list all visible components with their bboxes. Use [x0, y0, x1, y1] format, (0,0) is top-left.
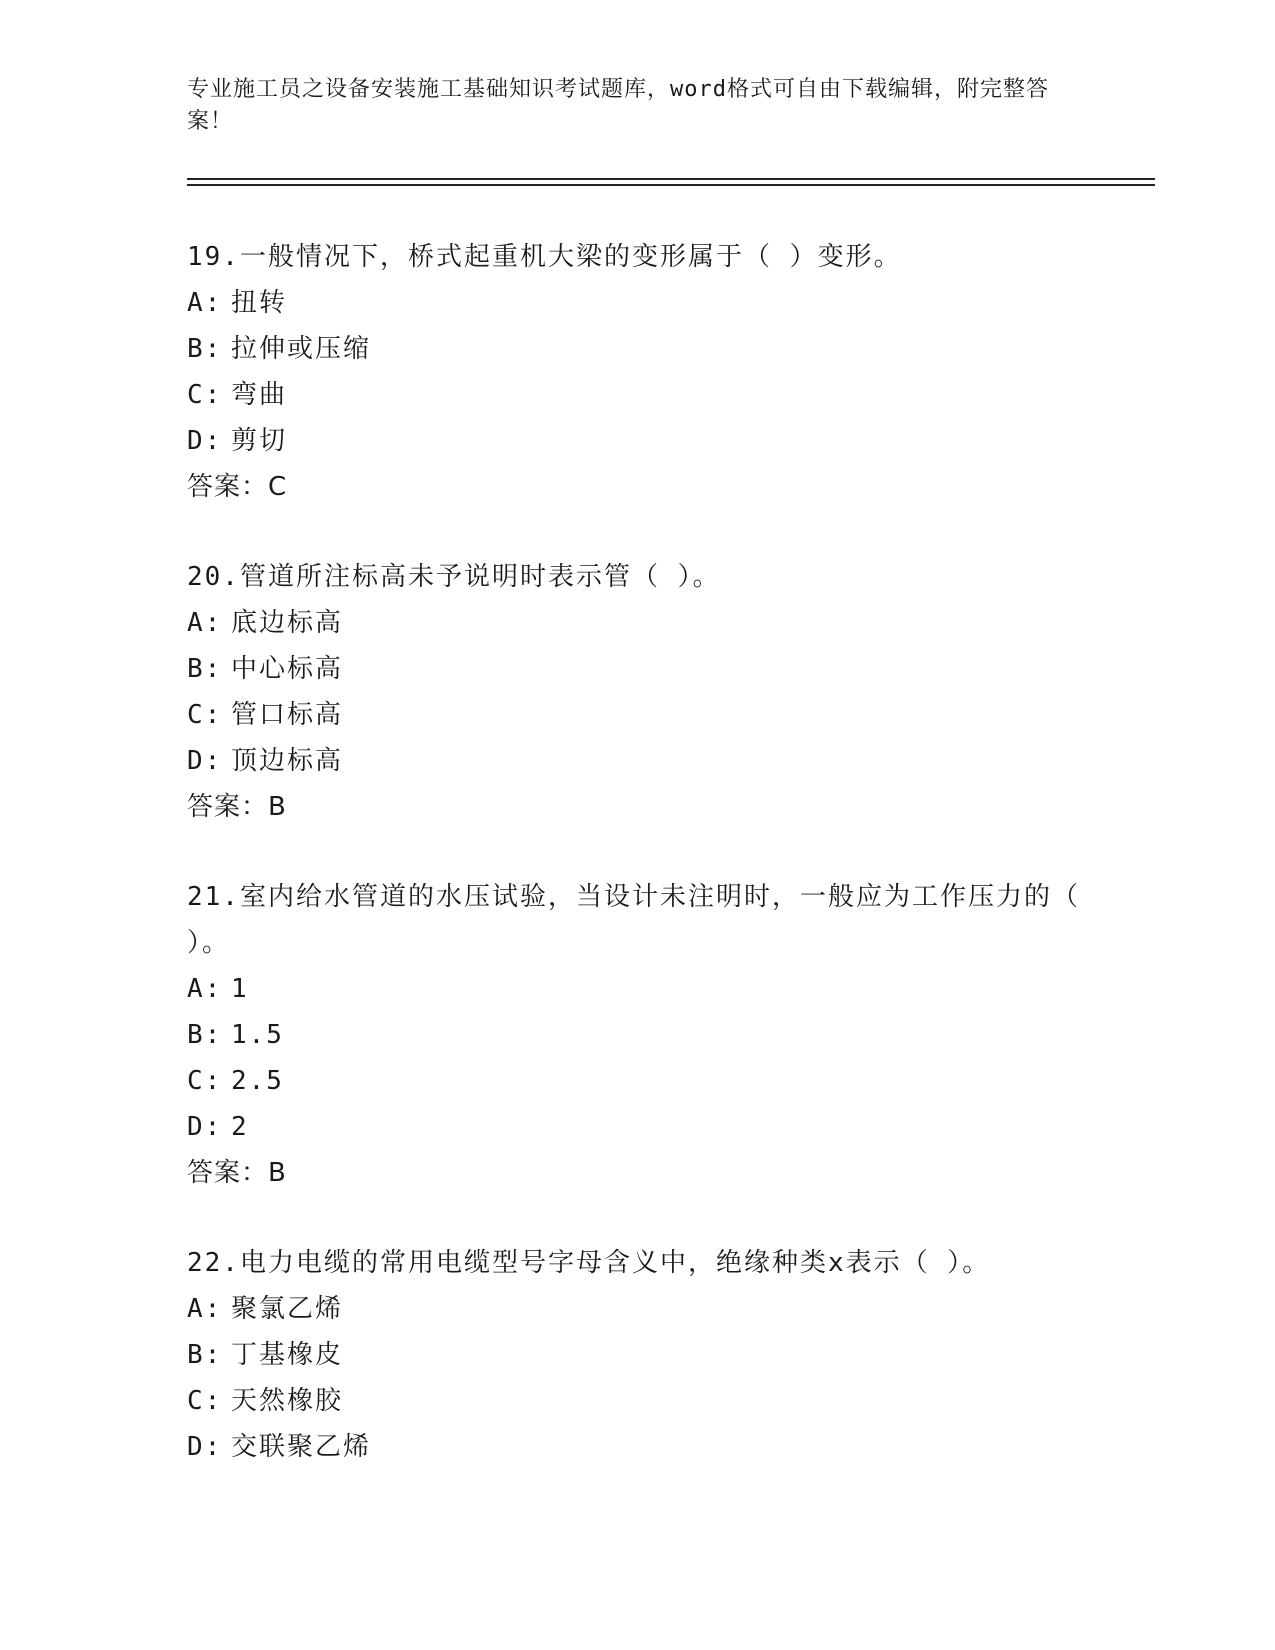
- question-19: [187, 234, 1087, 510]
- option-b: [187, 326, 1087, 372]
- question-text: 22.电力电缆的常用电缆型号字母含义中，绝缘种类x表示（ ）。: [187, 1248, 991, 1278]
- answer-line: 答案：B: [187, 792, 287, 822]
- option-text: 中心标高: [231, 654, 344, 684]
- option-letter: A:: [187, 974, 223, 1004]
- option-letter: D:: [187, 1112, 223, 1142]
- option-c: [187, 372, 1087, 418]
- answer-line: 答案：B: [187, 1158, 287, 1188]
- option-letter: A:: [187, 608, 223, 638]
- option-text: 1.5: [231, 1020, 284, 1050]
- option-d: [187, 1104, 1087, 1150]
- option-letter: C:: [187, 380, 223, 410]
- option-b: [187, 1012, 1087, 1058]
- option-c: [187, 692, 1087, 738]
- option-letter: B:: [187, 654, 223, 684]
- option-text: 底边标高: [231, 608, 344, 638]
- option-letter: C:: [187, 1066, 223, 1096]
- option-d: [187, 418, 1087, 464]
- option-d: [187, 738, 1087, 784]
- option-a: [187, 280, 1087, 326]
- question-22: [187, 1240, 1087, 1470]
- option-text: 2: [231, 1112, 249, 1142]
- option-letter: B:: [187, 1340, 223, 1370]
- option-letter: A:: [187, 288, 223, 318]
- option-text: 顶边标高: [231, 746, 344, 776]
- option-text: 管口标高: [231, 700, 344, 730]
- option-text: 剪切: [231, 426, 288, 456]
- option-a: [187, 600, 1087, 646]
- option-letter: B:: [187, 1020, 223, 1050]
- option-letter: D:: [187, 1432, 223, 1462]
- option-letter: C:: [187, 700, 223, 730]
- option-letter: D:: [187, 426, 223, 456]
- option-text: 丁基橡皮: [231, 1340, 344, 1370]
- option-b: [187, 646, 1087, 692]
- option-letter: B:: [187, 334, 223, 364]
- option-text: 拉伸或压缩: [231, 334, 372, 364]
- option-letter: A:: [187, 1294, 223, 1324]
- option-d: [187, 1424, 1087, 1470]
- question-20: [187, 554, 1087, 830]
- header-divider-bottom: [187, 184, 1155, 186]
- option-text: 1: [231, 974, 249, 1004]
- option-c: [187, 1058, 1087, 1104]
- answer-line: 答案：C: [187, 472, 288, 502]
- question-text: 20.管道所注标高未予说明时表示管（ ）。: [187, 562, 721, 592]
- option-text: 交联聚乙烯: [231, 1432, 372, 1462]
- option-text: 弯曲: [231, 380, 288, 410]
- option-text: 扭转: [231, 288, 288, 318]
- option-text: 聚氯乙烯: [231, 1294, 344, 1324]
- option-c: [187, 1378, 1087, 1424]
- question-text: 21.室内给水管道的水压试验，当设计未注明时，一般应为工作压力的（ ）。: [187, 882, 1080, 958]
- option-a: [187, 1286, 1087, 1332]
- option-a: [187, 966, 1087, 1012]
- option-text: 天然橡胶: [231, 1386, 344, 1416]
- document-header: 专业施工员之设备安装施工基础知识考试题库，word格式可自由下载编辑，附完整答案！: [187, 77, 1049, 134]
- question-21: [187, 874, 1087, 1196]
- option-letter: D:: [187, 746, 223, 776]
- option-text: 2.5: [231, 1066, 284, 1096]
- header-divider-top: [187, 178, 1155, 180]
- option-letter: C:: [187, 1386, 223, 1416]
- option-b: [187, 1332, 1087, 1378]
- question-text: 19.一般情况下，桥式起重机大梁的变形属于（ ）变形。: [187, 242, 902, 272]
